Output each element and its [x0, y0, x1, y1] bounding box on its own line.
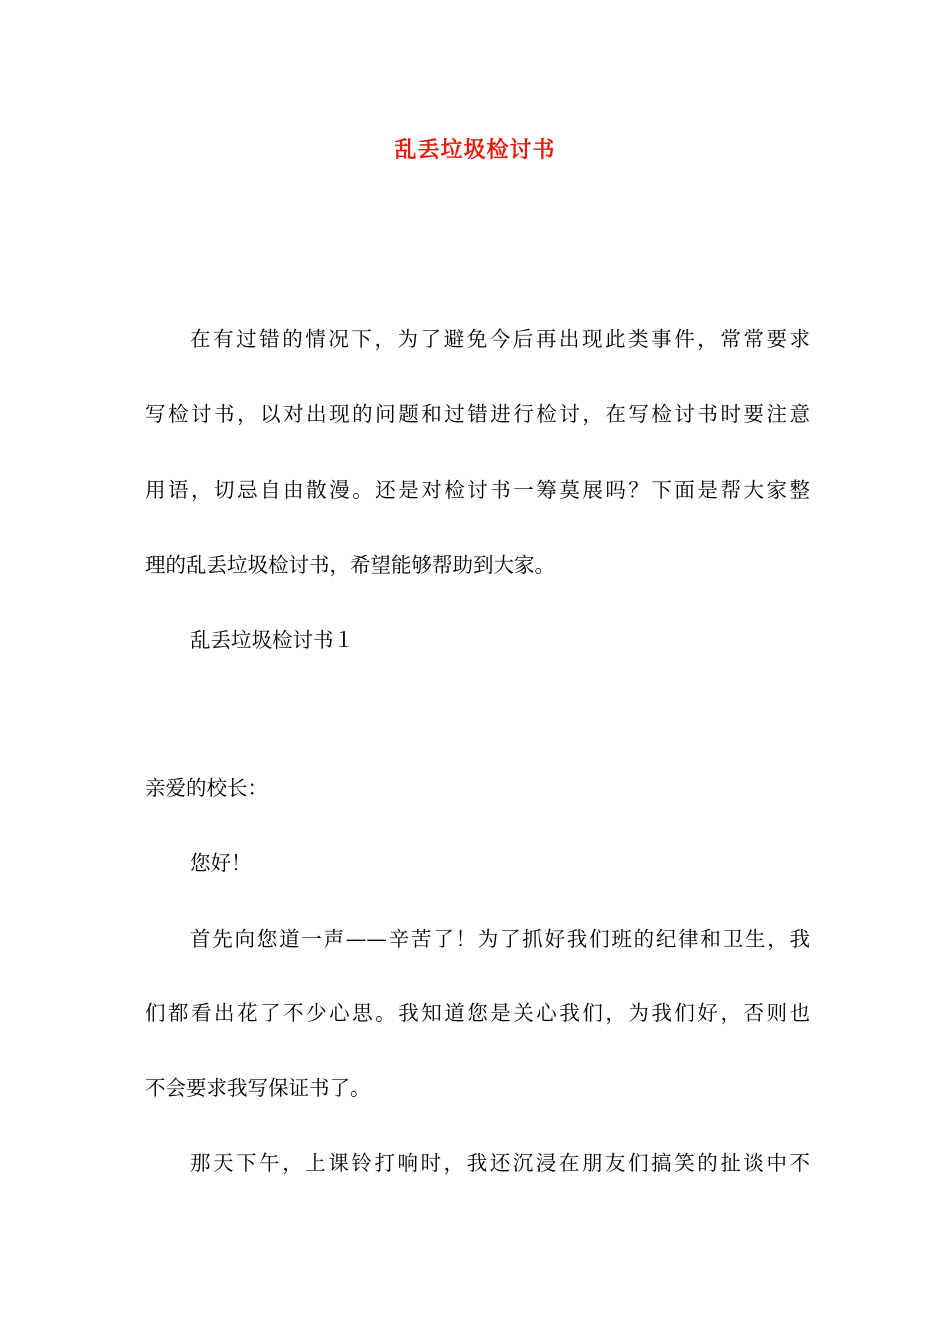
section-heading: 乱丢垃圾检讨书１: [190, 628, 354, 652]
greeting: 您好！: [190, 851, 252, 875]
paragraph-line: 不会要求我写保证书了。: [145, 1076, 371, 1100]
salutation: 亲爱的校长：: [145, 776, 268, 800]
paragraph-line: 写检讨书，以对出现的问题和过错进行检讨，在写检讨书时要注意: [145, 402, 810, 426]
paragraph-line: 用语，切忌自由散漫。还是对检讨书一筹莫展吗？下面是帮大家整: [145, 478, 810, 502]
paragraph-line: 们都看出花了不少心思。我知道您是关心我们，为我们好，否则也: [145, 1001, 810, 1025]
paragraph-line: 首先向您道一声——辛苦了！为了抓好我们班的纪律和卫生，我: [190, 927, 810, 951]
paragraph-line: 在有过错的情况下，为了避免今后再出现此类事件，常常要求: [190, 327, 810, 351]
document-title: 乱丢垃圾检讨书: [394, 137, 556, 163]
paragraph-line: 那天下午，上课铃打响时，我还沉浸在朋友们搞笑的扯谈中不: [190, 1151, 810, 1175]
paragraph-line: 理的乱丢垃圾检讨书，希望能够帮助到大家。: [145, 553, 555, 577]
